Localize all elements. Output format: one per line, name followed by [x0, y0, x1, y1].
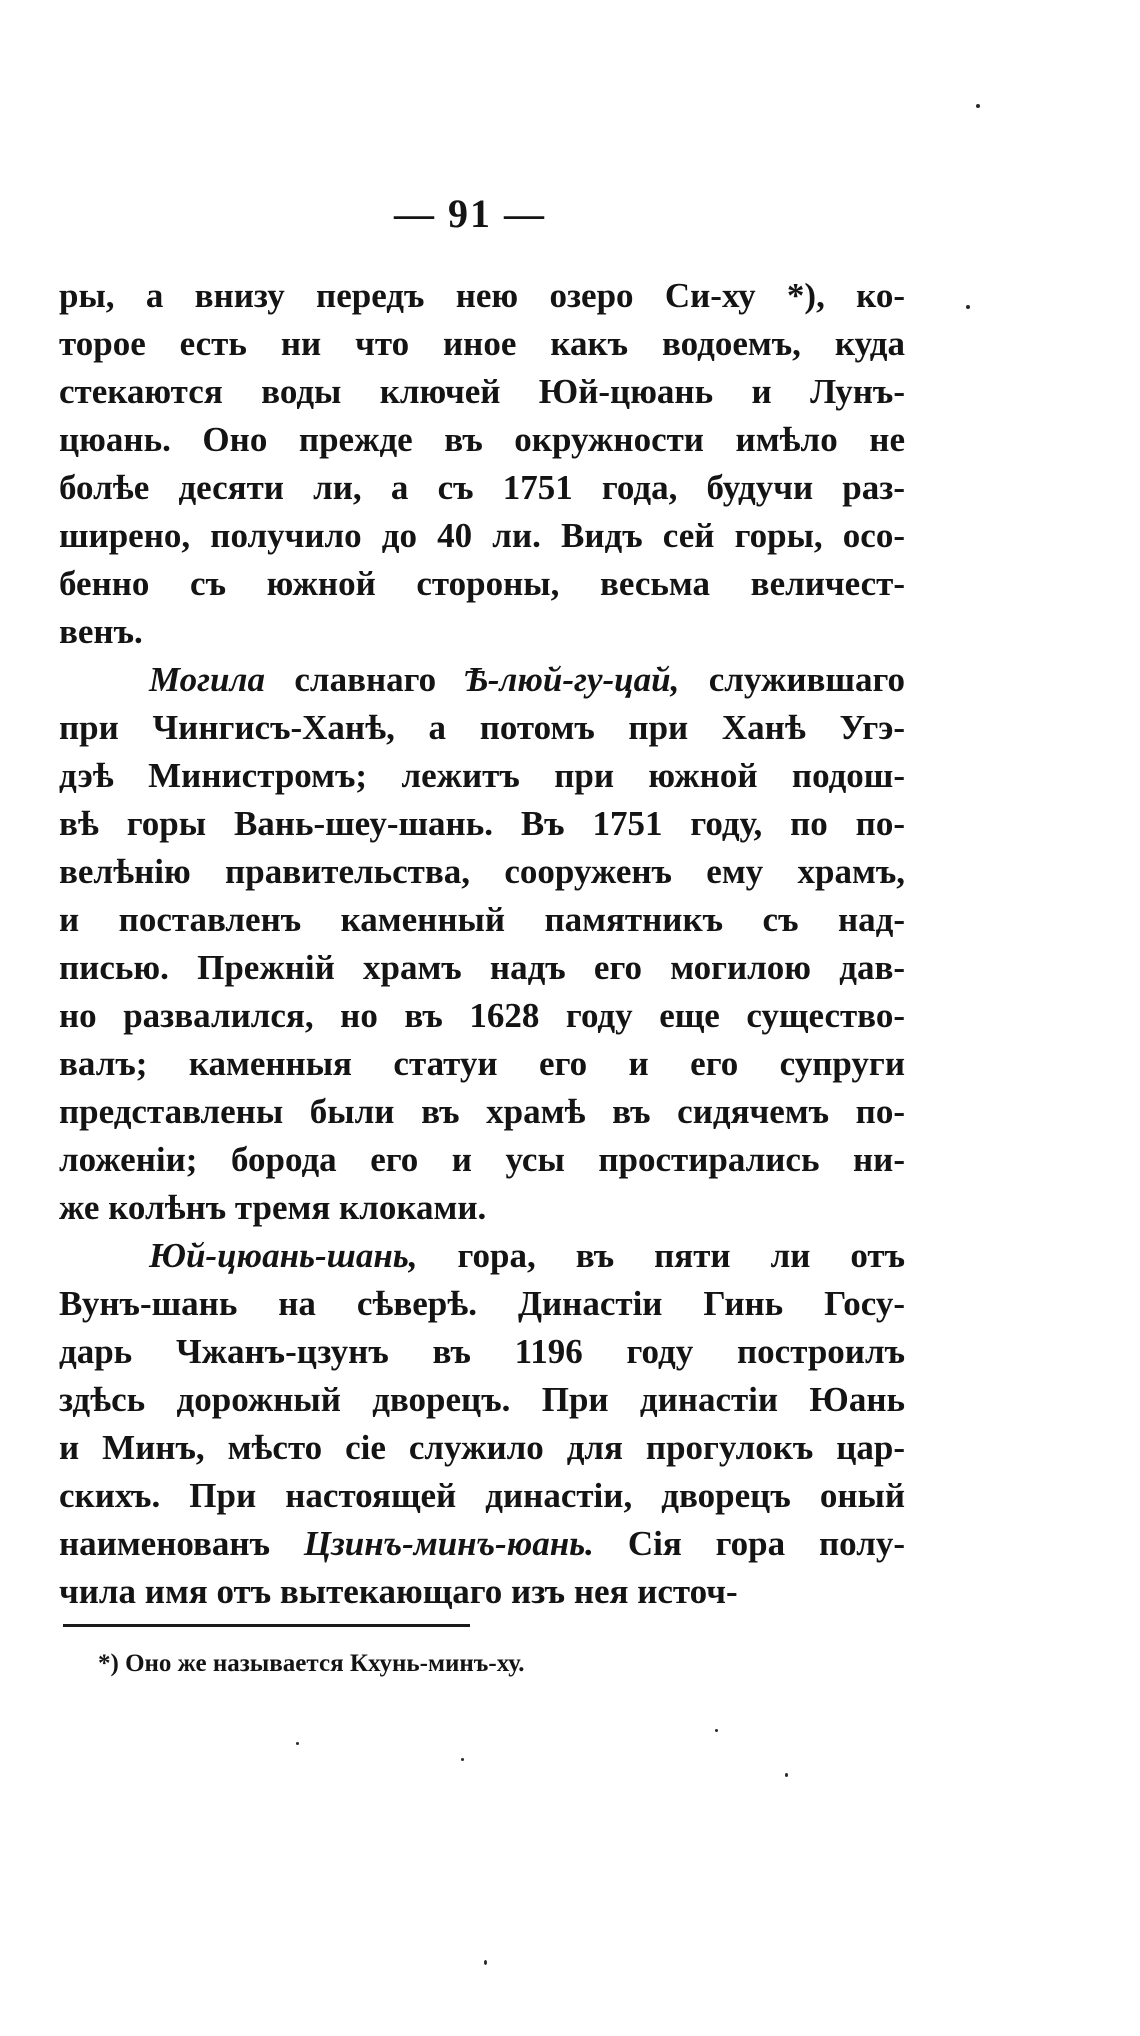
text-segment: писью. Прежній храмъ надъ его могилою дав- — [59, 948, 905, 987]
text-line — [59, 1232, 905, 1280]
text-line — [59, 272, 905, 320]
text-line — [59, 416, 905, 464]
scan-speck — [966, 305, 970, 309]
text-line — [59, 1136, 905, 1184]
text-line — [59, 1472, 905, 1520]
text-segment: бенно съ южной стороны, весьма величест- — [59, 564, 905, 603]
text-segment: ширено, получило до 40 ли. Видъ сей горы, осо- — [59, 516, 905, 555]
text-segment: чила имя отъ вытекающаго изъ нея источ- — [59, 1572, 738, 1611]
text-segment: велѣнію правительства, сооруженъ ему храмъ, — [59, 852, 905, 891]
page-number: — 91 — — [394, 191, 546, 236]
text-segment: и поставленъ каменный памятникъ съ над- — [59, 900, 905, 939]
italic-text: Ѣ-люй-гу-цай, — [465, 660, 680, 699]
text-segment: цюань. Оно прежде въ окружности имѣло не — [59, 420, 905, 459]
text-segment: ложеніи; борода его и усы простирались ни- — [59, 1140, 905, 1179]
text-segment: ры, а внизу передъ нею озеро Си-ху *), ко- — [59, 276, 905, 315]
text-line — [59, 1520, 905, 1568]
text-line — [59, 896, 905, 944]
text-segment: валъ; каменныя статуи его и его супруги — [59, 1044, 905, 1083]
italic-text: Могила — [149, 660, 265, 699]
text-segment: дарь Чжанъ-цзунъ въ 1196 году построилъ — [59, 1332, 905, 1371]
text-segment: скихъ. При настоящей династіи, дворецъ оный — [59, 1476, 905, 1515]
text-line — [59, 1424, 905, 1472]
text-segment: здѣсь дорожный дворецъ. При династіи Юань — [59, 1380, 905, 1419]
text-line — [59, 608, 905, 656]
text-segment: представлены были въ храмѣ въ сидячемъ по- — [59, 1092, 905, 1131]
italic-text: Юй-цюань-шань, — [149, 1236, 418, 1275]
text-line — [59, 512, 905, 560]
text-line — [59, 800, 905, 848]
text-segment: стекаются воды ключей Юй-цюань и Лунъ- — [59, 372, 905, 411]
text-segment: и Минъ, мѣсто сіе служило для прогулокъ цар- — [59, 1428, 905, 1467]
text-line — [59, 1568, 905, 1616]
text-segment: вѣ горы Вань-шеу-шань. Въ 1751 году, по по- — [59, 804, 905, 843]
text-segment: при Чингисъ-Ханѣ, а потомъ при Ханѣ Угэ- — [59, 708, 905, 747]
scan-speck — [976, 104, 980, 108]
text-line — [59, 464, 905, 512]
text-line — [59, 320, 905, 368]
text-segment: гора, въ пяти ли отъ — [417, 1236, 905, 1275]
footnote-rule — [63, 1624, 470, 1627]
scan-speck — [785, 1773, 788, 1777]
scan-speck — [296, 1742, 299, 1745]
text-line — [59, 752, 905, 800]
text-line — [59, 1280, 905, 1328]
text-segment: дэѣ Министромъ; лежитъ при южной подош- — [59, 756, 905, 795]
text-line — [59, 368, 905, 416]
text-line — [59, 944, 905, 992]
footnote: *) Оно же называется Кхунь-минъ-ху. — [98, 1650, 525, 1677]
text-segment: венъ. — [59, 612, 143, 651]
text-line — [59, 1088, 905, 1136]
text-segment: Сія гора полу- — [593, 1524, 905, 1563]
body-text — [59, 272, 905, 1616]
scan-speck — [484, 1960, 487, 1965]
text-line — [59, 1184, 905, 1232]
text-line — [59, 704, 905, 752]
text-segment: Вунъ-шань на сѣверѣ. Династіи Гинь Госу- — [59, 1284, 905, 1323]
text-line — [59, 1376, 905, 1424]
text-line — [59, 656, 905, 704]
text-line — [59, 992, 905, 1040]
text-segment: наименованъ — [59, 1524, 304, 1563]
text-segment: болѣе десяти ли, а съ 1751 года, будучи раз- — [59, 468, 905, 507]
text-line — [59, 1040, 905, 1088]
text-line — [59, 560, 905, 608]
text-line — [59, 848, 905, 896]
text-line — [59, 1328, 905, 1376]
text-segment: служившаго — [679, 660, 905, 699]
scan-speck — [715, 1729, 718, 1732]
scan-speck — [461, 1758, 464, 1761]
text-segment: же колѣнъ тремя клоками. — [59, 1188, 487, 1227]
text-segment: но развалился, но въ 1628 году еще существо- — [59, 996, 905, 1035]
italic-text: Цзинъ-минъ-юань. — [303, 1524, 594, 1563]
text-segment: торое есть ни что иное какъ водоемъ, куда — [59, 324, 905, 363]
text-segment: славнаго — [264, 660, 466, 699]
